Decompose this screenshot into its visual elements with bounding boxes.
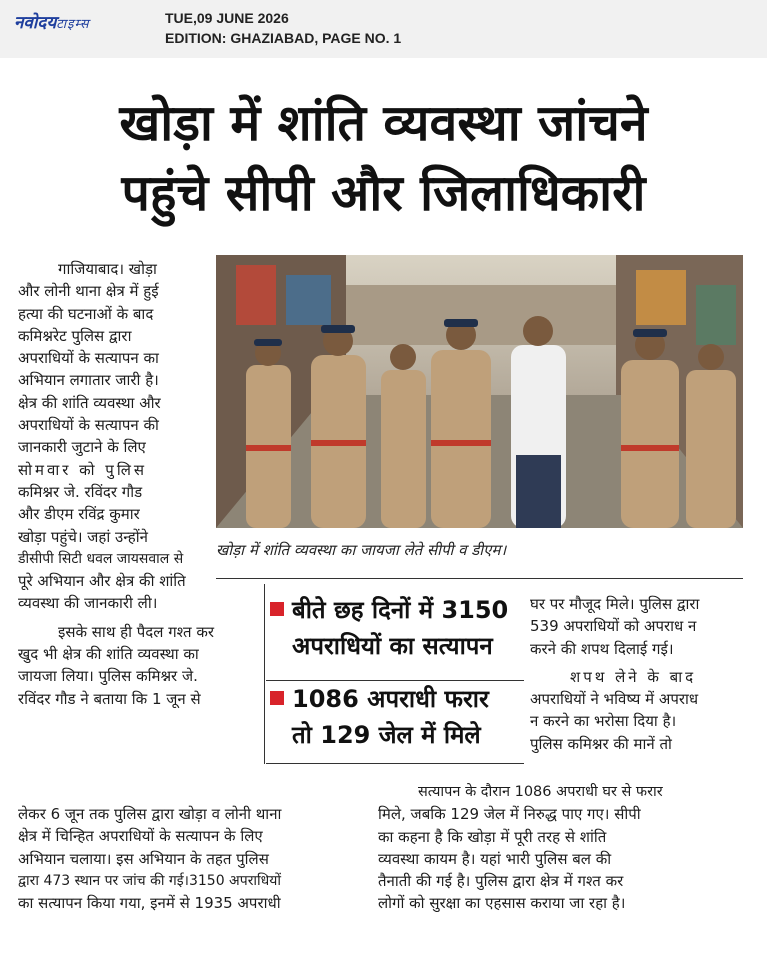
police-patrol-image (216, 255, 743, 528)
highlight-2-line-2: तो 129 जेल में मिले (292, 721, 481, 749)
article-line: पूरे अभियान और क्षेत्र की शांति (18, 572, 186, 591)
headline-line-2: पहुंचे सीपी और जिलाधिकारी (121, 164, 646, 222)
highlight-1-line-2: अपराधियों का सत्यापन (292, 632, 493, 660)
article-line: गाजियाबाद। खोड़ा (58, 260, 157, 278)
bullet-square (270, 602, 284, 616)
article-line: न करने का भरोसा दिया है। (530, 712, 677, 731)
article-line: और लोनी थाना क्षेत्र में हुई (18, 282, 159, 301)
article-line: व्यवस्था की जानकारी ली। (18, 594, 158, 613)
article-line: अभियान चलाया। इस अभियान के तहत पुलिस (18, 849, 269, 868)
article-line: का सत्यापन किया गया, इनमें से 1935 अपराधी (18, 894, 281, 913)
article-line: 539 अपराधियों को अपराध न (530, 617, 697, 636)
article-line: क्षेत्र की शांति व्यवस्था और (18, 393, 161, 412)
highlight-2-line-1: 1086 अपराधी फरार (292, 685, 489, 713)
article-line: और डीएम रविंद्र कुमार (18, 505, 140, 524)
article-line: खोड़ा पहुंचे। जहां उन्होंने (18, 527, 148, 546)
headline (0, 88, 767, 228)
article-line: शपथ लेने के बाद (570, 667, 697, 686)
edition-info (165, 8, 401, 48)
article-line: कमिश्नरेट पुलिस द्वारा (18, 326, 132, 345)
highlight-divider-bottom (266, 763, 524, 764)
article-line: व्यवस्था कायम है। यहां भारी पुलिस बल की (378, 849, 612, 868)
article-line: द्वारा 473 स्थान पर जांच की गई।3150 अपराधियों (18, 872, 282, 889)
newspaper-logo[interactable]: नवोदयटाइम्स (14, 13, 90, 33)
bullet-square (270, 691, 284, 705)
article-line: रविंदर गौड ने बताया कि 1 जून से (18, 689, 201, 708)
article-line: क्षेत्र में चिन्हित अपराधियों के सत्यापन के लिए (18, 827, 263, 846)
article-line: पुलिस कमिश्नर की मानें तो (530, 734, 672, 753)
article-line: अभियान लगातार जारी है। (18, 371, 159, 390)
highlight-2 (292, 681, 489, 753)
article-bottom-right (378, 781, 748, 915)
news-photo[interactable] (216, 255, 743, 528)
article-line: जायजा लिया। पुलिस कमिश्नर जे. (18, 667, 198, 686)
article-line: अपराधियों ने भविष्य में अपराध (530, 690, 699, 709)
article-line: जानकारी जुटाने के लिए (18, 438, 146, 457)
article-right-column (530, 593, 748, 755)
article-line: हत्या की घटनाओं के बाद (18, 304, 154, 323)
article-line: अपराधियों के सत्यापन की (18, 416, 159, 435)
article-line: खुद भी क्षेत्र की शांति व्यवस्था का (18, 645, 199, 664)
highlight-1-line-1: बीते छह दिनों में 3150 (292, 596, 509, 624)
article-line: इसके साथ ही पैदल गश्त कर (58, 622, 215, 641)
article-line: मिले, जबकि 129 जेल में निरुद्ध पाए गए। सीपी (378, 805, 641, 824)
column-divider (264, 584, 265, 764)
article-line: तैनाती की गई है। पुलिस द्वारा क्षेत्र में गश्त कर (378, 872, 624, 891)
headline-line-1: खोड़ा में शांति व्यवस्था जांचने (119, 94, 648, 152)
issue-date: TUE,09 JUNE 2026 (165, 10, 289, 26)
article-line: लेकर 6 जून तक पुलिस द्वारा खोड़ा व लोनी थाना (18, 805, 282, 823)
article-line: करने की शपथ दिलाई गई। (530, 639, 674, 658)
edition-page: EDITION: GHAZIABAD, PAGE NO. 1 (165, 30, 402, 46)
article-line: का कहना है कि खोड़ा में पूरी तरह से शांति (378, 827, 607, 846)
article-bottom-left (18, 803, 368, 914)
article-line: लोगों को सुरक्षा का एहसास कराया जा रहा है। (378, 894, 626, 913)
article-line: घर पर मौजूद मिले। पुलिस द्वारा (530, 595, 700, 613)
article-line: सोमवार को पुलिस (18, 460, 148, 479)
article-line: डीसीपी सिटी धवल जायसवाल से (18, 550, 184, 567)
caption-divider (216, 578, 743, 579)
article-line: कमिश्नर जे. रविंदर गौड (18, 482, 143, 501)
highlight-1 (292, 592, 508, 664)
photo-caption: खोड़ा में शांति व्यवस्था का जायजा लेते सीपी व डीएम। (216, 541, 507, 559)
article-line: सत्यापन के दौरान 1086 अपराधी घर से फरार (418, 784, 663, 800)
masthead-bar (0, 0, 767, 58)
article-line: अपराधियों के सत्यापन का (18, 349, 159, 368)
